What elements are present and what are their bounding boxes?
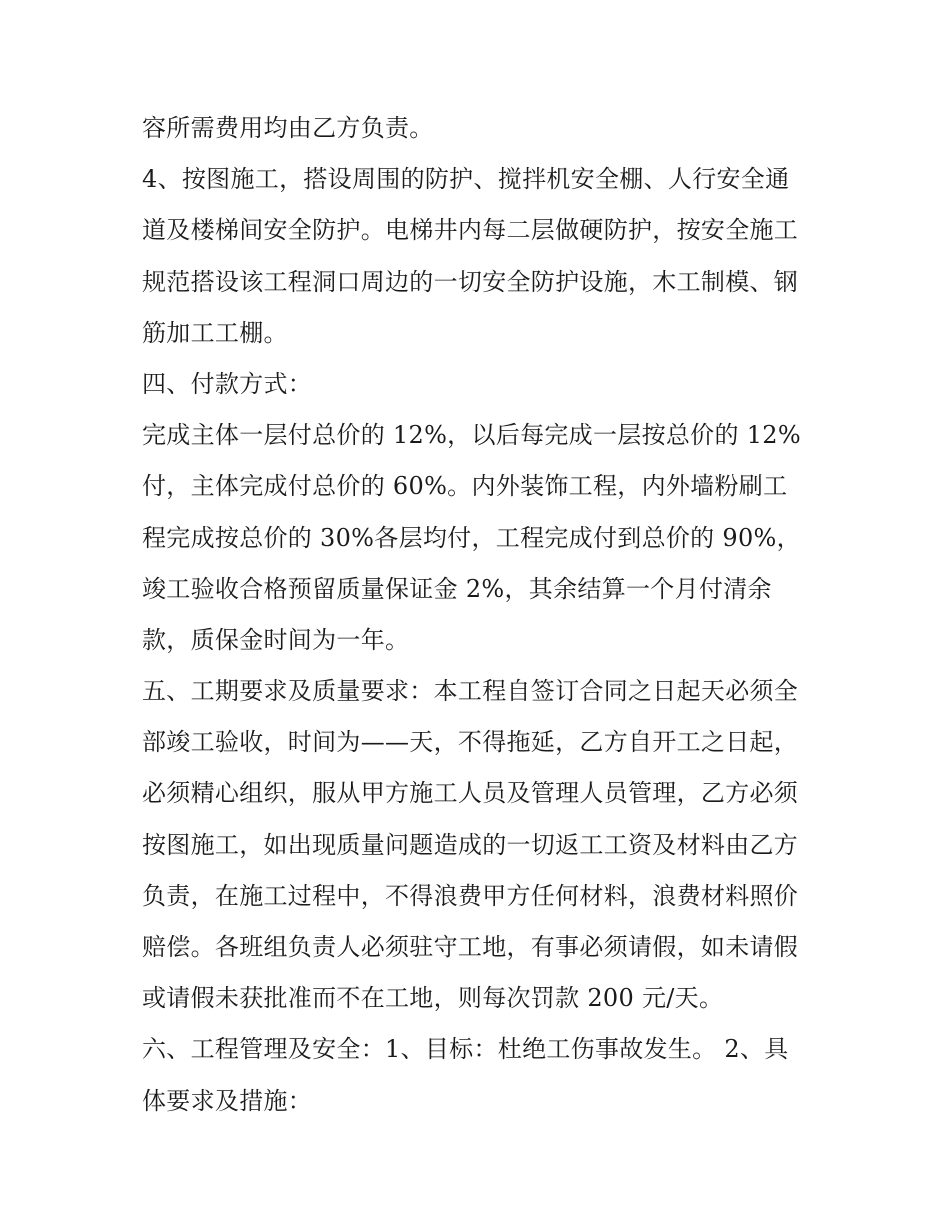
text-line: 按图施工，如出现质量问题造成的一切返工工资及材料由乙方	[142, 830, 799, 859]
text-line: 道及楼梯间安全防护。电梯井内每二层做硬防护，按安全施工	[142, 216, 799, 245]
text-line: 六、工程管理及安全：1、目标：杜绝工伤事故发生。 2、具	[142, 1035, 789, 1064]
text-line: 五、工期要求及质量要求：本工程自签订合同之日起天必须全	[142, 677, 799, 706]
text-line: 必须精心组织，服从甲方施工人员及管理人员管理，乙方必须	[142, 779, 799, 808]
text-line: 部竣工验收，时间为——天，不得拖延，乙方自开工之日起，	[142, 728, 799, 757]
text-line: 4、按图施工，搭设周围的防护、搅拌机安全棚、人行安全通	[142, 165, 790, 194]
text-line: 容所需费用均由乙方负责。	[142, 114, 434, 142]
text-line: 付，主体完成付总价的 60%。内外装饰工程，内外墙粉刷工	[142, 472, 788, 501]
text-line: 规范搭设该工程洞口周边的一切安全防护设施，木工制模、钢	[142, 267, 799, 296]
section-heading: 四、付款方式：	[142, 369, 313, 398]
text-line: 体要求及措施：	[142, 1086, 313, 1115]
text-line: 筋加工工棚。	[142, 318, 288, 347]
text-line: 竣工验收合格预留质量保证金 2%，其余结算一个月付清余	[142, 574, 772, 603]
text-line: 程完成按总价的 30%各层均付，工程完成付到总价的 90%，	[142, 523, 801, 552]
document-body	[142, 103, 822, 1127]
text-line: 赔偿。各班组负责人必须驻守工地，有事必须请假，如未请假	[142, 933, 799, 961]
text-line: 负责，在施工过程中，不得浪费甲方任何材料，浪费材料照价	[142, 881, 799, 910]
text-line: 或请假未获批准而不在工地，则每次罚款 200 元/天。	[142, 984, 724, 1013]
text-line: 款，质保金时间为一年。	[142, 625, 410, 654]
text-line: 完成主体一层付总价的 12%，以后每完成一层按总价的 12%	[142, 421, 801, 450]
